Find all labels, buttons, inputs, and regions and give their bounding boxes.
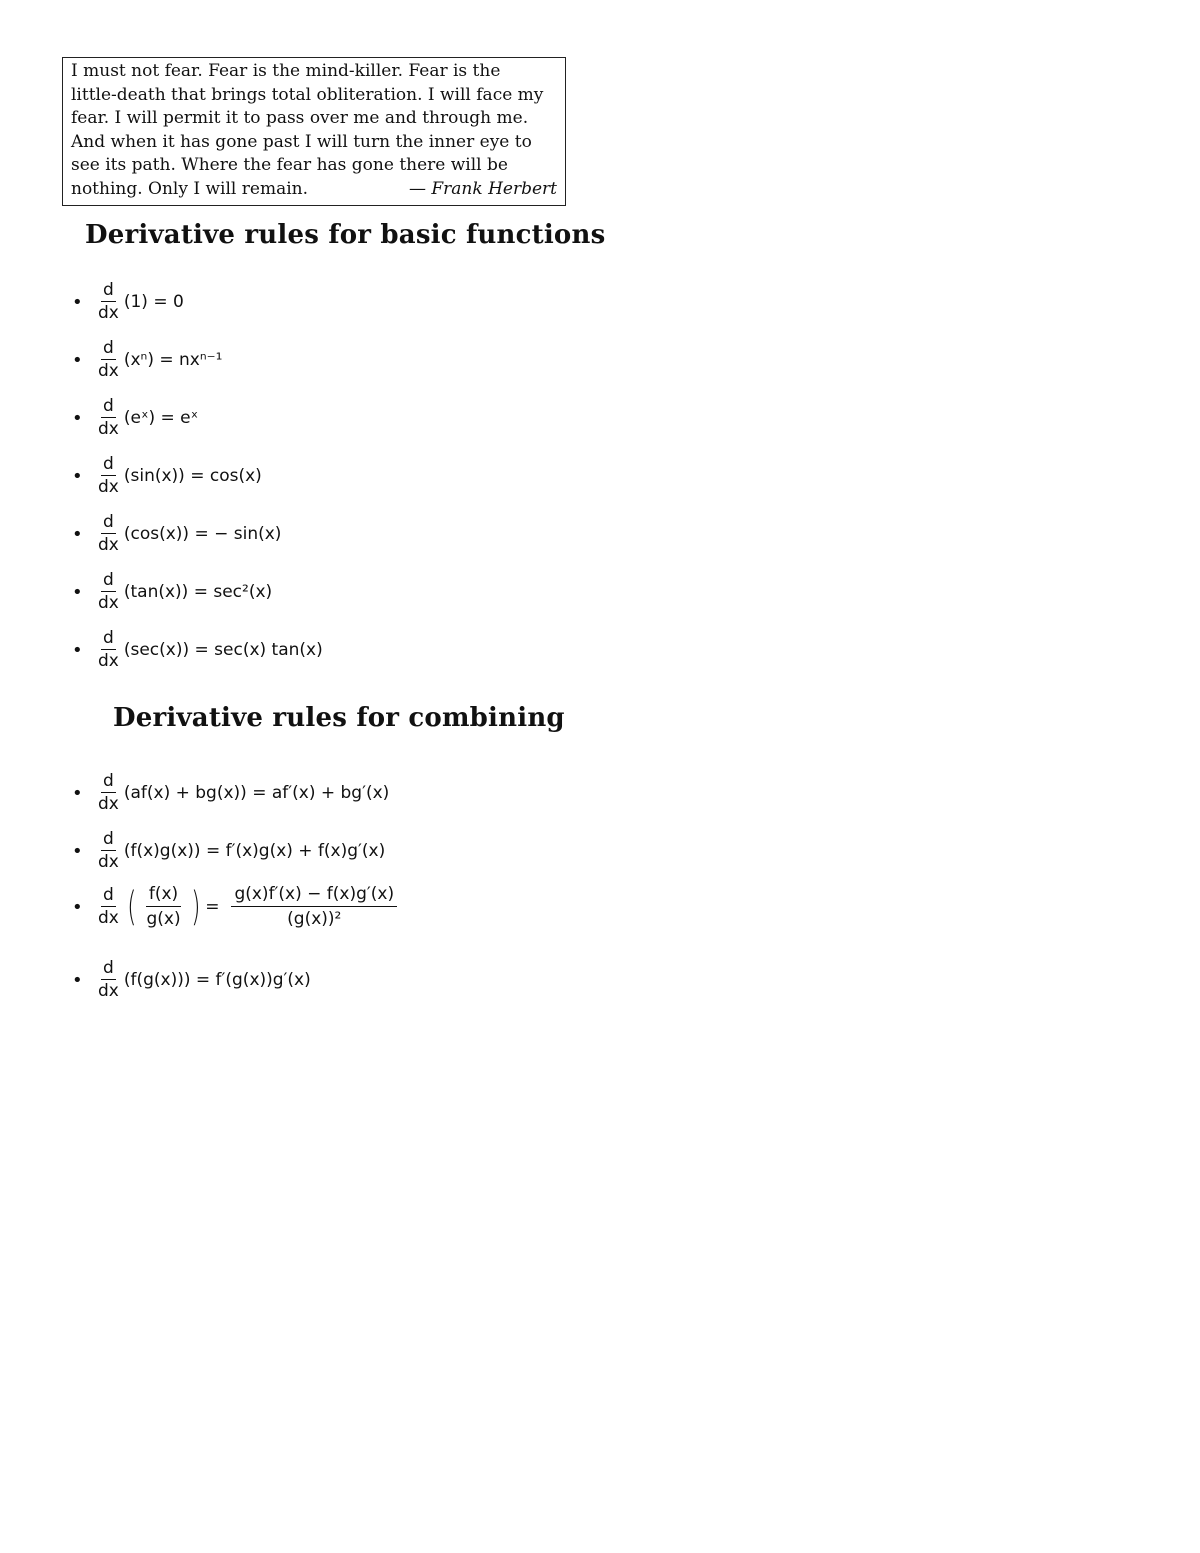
derivative-operator: $\frac{d}{dx}$ [98,338,119,381]
bullet: • [72,291,83,313]
rule-product [72,831,385,871]
rule-quotient [72,886,401,928]
derivative-operator: $\frac{d}{dx}$ [98,454,119,497]
rule-sine [72,456,262,496]
bullet: • [72,523,83,545]
quote-line: see its path. Where the fear has gone there will be [71,155,508,175]
quote-box [62,57,566,206]
rule-chain [72,960,311,1000]
quote-line: nothing. Only I will remain. [71,178,308,199]
bullet: • [72,349,83,371]
rule-exponential [72,398,198,438]
derivative-operator: $\frac{d}{dx}$ [98,958,119,1001]
right-paren: ) [190,884,201,930]
rule-expression: (sec(x)) = sec(x) tan(x) [123,640,323,660]
derivative-operator: $\frac{d}{dx}$ [98,628,119,671]
rule-expression: (f(g(x))) = f′(g(x))g′(x) [123,970,311,990]
quote-line: little-death that brings total obliteration. I will face my [71,84,544,105]
rule-expression: (1) = 0 [123,292,184,312]
rule-expression: (cos(x)) = − sin(x) [123,524,282,544]
quote-last-line [71,178,557,202]
bullet: • [72,840,83,862]
rule-constant [72,282,184,322]
rule-power [72,340,222,380]
bullet: • [72,969,83,991]
bullet: • [72,581,83,603]
rule-secant [72,630,323,670]
quotient-inner-fraction: $\frac{f(x)}{g(x)}$ [146,884,181,929]
derivative-operator: $\frac{d}{dx}$ [98,771,119,814]
quote-line: And when it has gone past I will turn the inner eye to [71,131,532,152]
rule-tangent [72,572,272,612]
derivative-operator: $\frac{d}{dx}$ [98,512,119,555]
rule-expression: (af(x) + bg(x)) = af′(x) + bg′(x) [123,783,390,803]
quote-line: fear. I will permit it to pass over me and through me. [71,108,529,128]
derivative-operator: $\frac{d}{dx}$ [98,396,119,439]
derivative-operator: $\frac{d}{dx}$ [98,570,119,613]
quotient-expression [124,886,401,928]
rule-expression: (f(x)g(x)) = f′(x)g(x) + f(x)g′(x) [123,841,386,861]
left-paren: ( [126,884,137,930]
rule-expression: (tan(x)) = sec²(x) [123,582,273,602]
bullet: • [72,782,83,804]
section-title-basic: Derivative rules for basic functions [85,220,606,250]
bullet: • [72,639,83,661]
rule-expression: (sin(x)) = cos(x) [123,466,262,486]
quotient-rhs-fraction: $\frac{g(x)f'(x) - f(x)g'(x)}{\text{(g(x))²}}$ [231,886,397,928]
derivative-operator: $\frac{d}{dx}$ [98,829,119,872]
bullet: • [72,407,83,429]
derivative-operator: $\frac{d}{dx}$ [98,280,119,323]
equals-sign: = [205,897,220,917]
bullet: • [72,465,83,487]
rule-expression: (xⁿ) = nxⁿ⁻¹ [123,350,223,370]
rule-expression: (eˣ) = eˣ [123,408,199,428]
derivative-operator: $\frac{d}{dx}$ [98,885,119,928]
rule-cosine [72,514,281,554]
rule-linearity [72,773,389,813]
section-title-combining: Derivative rules for combining [113,703,565,733]
quote-line: I must not fear. Fear is the mind-killer. Fear is the [71,61,501,81]
bullet: • [72,896,83,918]
quote-attribution: — Frank Herbert [408,178,557,199]
